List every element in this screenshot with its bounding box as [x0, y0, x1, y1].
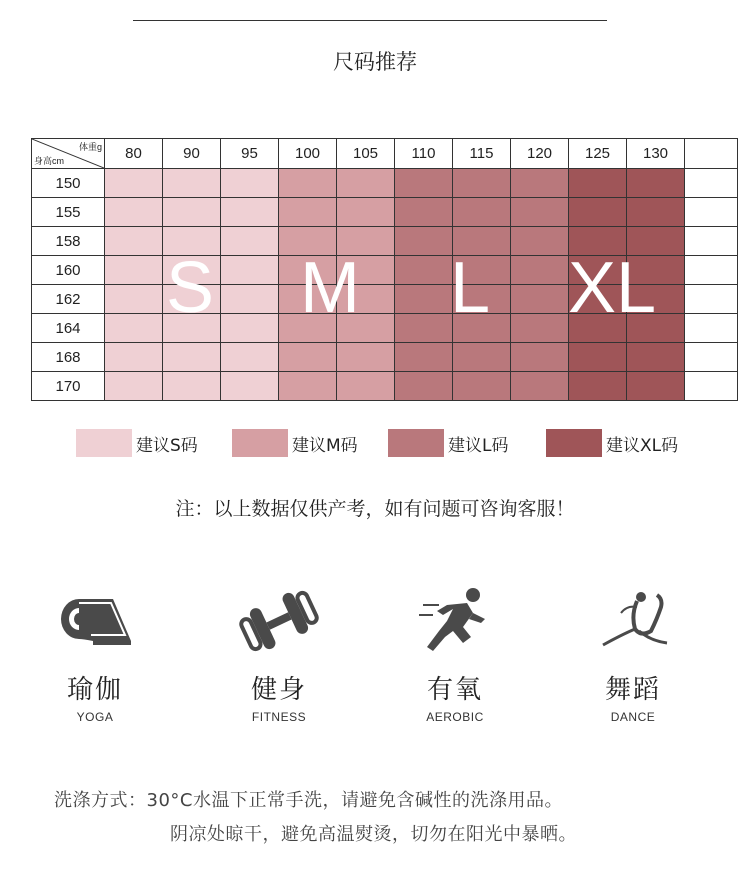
- size-fill-cell: [105, 169, 163, 198]
- legend-label-l: 建议L码: [448, 435, 509, 456]
- care-instructions: [54, 784, 577, 852]
- size-fill-cell: [163, 198, 221, 227]
- height-cell: 160: [32, 256, 105, 285]
- size-fill-cell: [279, 343, 337, 372]
- size-fill-cell: [221, 314, 279, 343]
- size-fill-cell: [569, 372, 627, 401]
- weight-header-cell: 115: [453, 139, 511, 169]
- activity-fitness: [214, 585, 344, 724]
- size-fill-cell: [453, 198, 511, 227]
- empty-header-cell: [685, 139, 738, 169]
- size-fill-cell: [221, 372, 279, 401]
- runner-icon: [390, 585, 520, 657]
- size-fill-cell: [511, 227, 569, 256]
- size-letter-xl: XL: [567, 248, 657, 328]
- height-cell: 164: [32, 314, 105, 343]
- activity-yoga-cn: 瑜伽: [66, 675, 123, 705]
- size-fill-cell: [221, 227, 279, 256]
- size-letter-l: L: [449, 248, 491, 328]
- activity-aerobic-en: AEROBIC: [426, 710, 484, 724]
- height-cell: 158: [32, 227, 105, 256]
- legend-xl: [546, 429, 678, 457]
- height-cell: 162: [32, 285, 105, 314]
- weight-header-cell: 100: [279, 139, 337, 169]
- size-fill-cell: [627, 198, 685, 227]
- weight-header-cell: 120: [511, 139, 569, 169]
- size-fill-cell: [569, 169, 627, 198]
- size-fill-cell: [221, 169, 279, 198]
- empty-cell: [685, 285, 738, 314]
- size-fill-cell: [453, 343, 511, 372]
- size-fill-cell: [569, 198, 627, 227]
- weight-header-cell: 125: [569, 139, 627, 169]
- legend-label-s: 建议S码: [136, 435, 198, 456]
- size-fill-cell: [279, 198, 337, 227]
- corner-weight-label: 体重g: [78, 142, 102, 152]
- size-fill-cell: [105, 372, 163, 401]
- size-fill-cell: [453, 169, 511, 198]
- top-divider: [133, 20, 607, 21]
- activity-aerobic: [390, 585, 520, 724]
- activity-aerobic-cn: 有氧: [426, 675, 483, 705]
- table-row: [32, 372, 738, 401]
- size-fill-cell: [627, 372, 685, 401]
- size-fill-cell: [453, 372, 511, 401]
- size-fill-cell: [105, 256, 163, 285]
- weight-header-cell: 90: [163, 139, 221, 169]
- empty-cell: [685, 372, 738, 401]
- size-note: 注：以上数据仅供产考，如有问题可咨询客服！: [175, 498, 575, 520]
- care-line-1: 洗涤方式：30°C水温下正常手洗，请避免含碱性的洗涤用品。: [54, 790, 563, 811]
- corner-cell: [32, 139, 105, 169]
- size-fill-cell: [511, 285, 569, 314]
- size-fill-cell: [105, 227, 163, 256]
- activity-yoga-en: YOGA: [76, 710, 114, 724]
- size-fill-cell: [395, 198, 453, 227]
- size-fill-cell: [569, 343, 627, 372]
- height-cell: 155: [32, 198, 105, 227]
- size-fill-cell: [105, 198, 163, 227]
- activity-fitness-en: FITNESS: [251, 710, 307, 724]
- height-cell: 170: [32, 372, 105, 401]
- header-row: [32, 139, 738, 169]
- empty-cell: [685, 227, 738, 256]
- activity-dance-en: DANCE: [610, 710, 656, 724]
- activity-yoga: [30, 585, 160, 724]
- legend-swatch-xl: [546, 429, 602, 457]
- weight-header-cell: 130: [627, 139, 685, 169]
- activity-dance: [568, 585, 698, 724]
- size-fill-cell: [627, 169, 685, 198]
- dancer-icon: [568, 585, 698, 657]
- activity-fitness-cn: 健身: [250, 675, 307, 705]
- size-fill-cell: [221, 198, 279, 227]
- size-letter-s: S: [165, 248, 215, 328]
- legend-label-m: 建议M码: [292, 435, 358, 456]
- height-cell: 150: [32, 169, 105, 198]
- empty-cell: [685, 314, 738, 343]
- legend-s: [76, 429, 198, 457]
- size-fill-cell: [511, 198, 569, 227]
- size-fill-cell: [511, 343, 569, 372]
- legend-swatch-l: [388, 429, 444, 457]
- size-fill-cell: [279, 169, 337, 198]
- size-fill-cell: [511, 169, 569, 198]
- size-letter-m: M: [300, 248, 360, 328]
- legend-l: [388, 429, 508, 457]
- empty-cell: [685, 198, 738, 227]
- size-fill-cell: [105, 314, 163, 343]
- size-fill-cell: [337, 169, 395, 198]
- legend-m: [232, 429, 358, 457]
- size-fill-cell: [279, 372, 337, 401]
- empty-cell: [685, 343, 738, 372]
- size-fill-cell: [627, 343, 685, 372]
- weight-header-cell: 80: [105, 139, 163, 169]
- size-fill-cell: [105, 285, 163, 314]
- care-line-2: 阴凉处晾干，避免高温熨烫，切勿在阳光中暴晒。: [170, 824, 577, 845]
- legend-swatch-s: [76, 429, 132, 457]
- size-fill-cell: [395, 169, 453, 198]
- corner-height-label: 身高cm: [34, 156, 64, 166]
- size-fill-cell: [221, 285, 279, 314]
- size-fill-cell: [163, 169, 221, 198]
- table-row: [32, 198, 738, 227]
- legend-label-xl: 建议XL码: [606, 435, 679, 456]
- page-title: 尺码推荐: [333, 50, 417, 74]
- size-fill-cell: [395, 343, 453, 372]
- weight-header-cell: 105: [337, 139, 395, 169]
- size-fill-cell: [221, 343, 279, 372]
- table-row: [32, 169, 738, 198]
- size-fill-cell: [337, 198, 395, 227]
- weight-header-cell: 110: [395, 139, 453, 169]
- size-fill-cell: [395, 372, 453, 401]
- yoga-mat-icon: [30, 585, 160, 657]
- size-fill-cell: [337, 372, 395, 401]
- size-fill-cell: [511, 256, 569, 285]
- size-fill-cell: [163, 343, 221, 372]
- empty-cell: [685, 256, 738, 285]
- table-row: [32, 343, 738, 372]
- empty-cell: [685, 169, 738, 198]
- size-fill-cell: [163, 372, 221, 401]
- size-fill-cell: [105, 343, 163, 372]
- activity-dance-cn: 舞蹈: [604, 675, 661, 705]
- height-cell: 168: [32, 343, 105, 372]
- size-fill-cell: [511, 314, 569, 343]
- size-fill-cell: [337, 343, 395, 372]
- legend-swatch-m: [232, 429, 288, 457]
- dumbbell-icon: [214, 585, 344, 657]
- size-fill-cell: [221, 256, 279, 285]
- size-fill-cell: [511, 372, 569, 401]
- weight-header-cell: 95: [221, 139, 279, 169]
